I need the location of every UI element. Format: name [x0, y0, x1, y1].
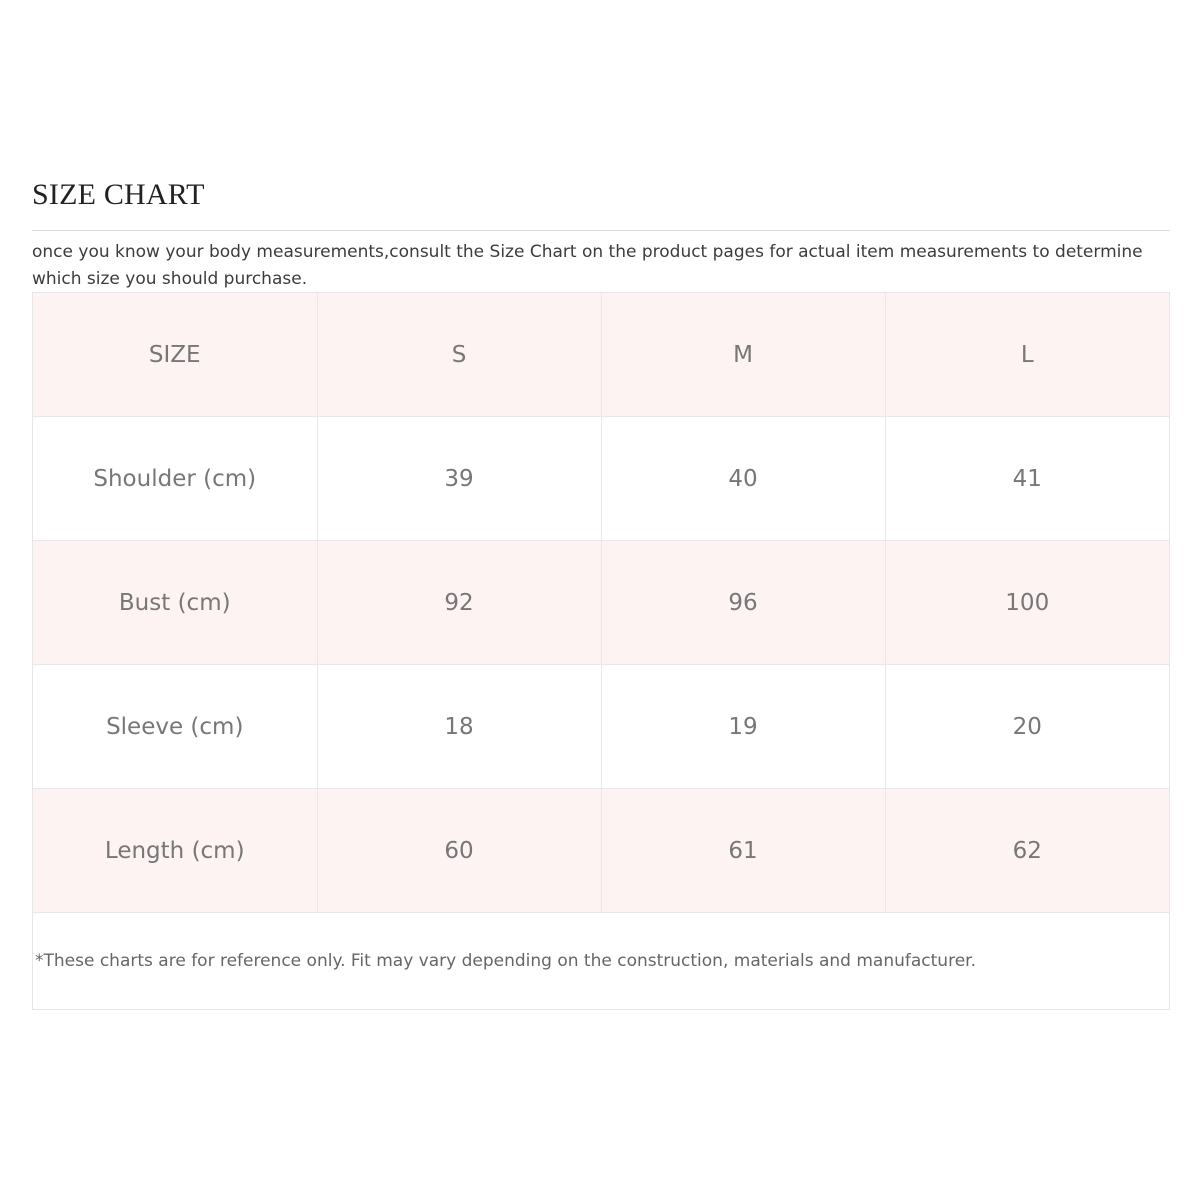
header-cell-l: L: [885, 293, 1169, 417]
row-label: Sleeve (cm): [33, 665, 317, 789]
size-table: [33, 293, 1169, 913]
table-cell: 60: [317, 789, 601, 913]
size-chart-panel: [32, 292, 1170, 1010]
table-cell: 18: [317, 665, 601, 789]
header-cell-m: M: [601, 293, 885, 417]
table-row-shoulder: [33, 417, 1169, 541]
row-label: Length (cm): [33, 789, 317, 913]
table-row-bust: [33, 541, 1169, 665]
intro-text: once you know your body measurements,consult the Size Chart on the product pages for actual item measurements to determine which size you should purchase.: [32, 242, 1143, 289]
table-cell: 62: [885, 789, 1169, 913]
table-cell: 41: [885, 417, 1169, 541]
table-cell: 20: [885, 665, 1169, 789]
row-label: Shoulder (cm): [33, 417, 317, 541]
table-row-length: [33, 789, 1169, 913]
row-label: Bust (cm): [33, 541, 317, 665]
page-title: SIZE CHART: [32, 178, 205, 211]
table-cell: 39: [317, 417, 601, 541]
table-cell: 100: [885, 541, 1169, 665]
table-header-row: [33, 293, 1169, 417]
header-cell-size: SIZE: [33, 293, 317, 417]
header-cell-s: S: [317, 293, 601, 417]
table-cell: 40: [601, 417, 885, 541]
disclaimer-note: *These charts are for reference only. Fit may vary depending on the construction, materials and manufacturer.: [35, 951, 976, 971]
title-divider: [32, 230, 1170, 231]
table-cell: 19: [601, 665, 885, 789]
table-cell: 92: [317, 541, 601, 665]
table-row-sleeve: [33, 665, 1169, 789]
table-cell: 96: [601, 541, 885, 665]
table-cell: 61: [601, 789, 885, 913]
